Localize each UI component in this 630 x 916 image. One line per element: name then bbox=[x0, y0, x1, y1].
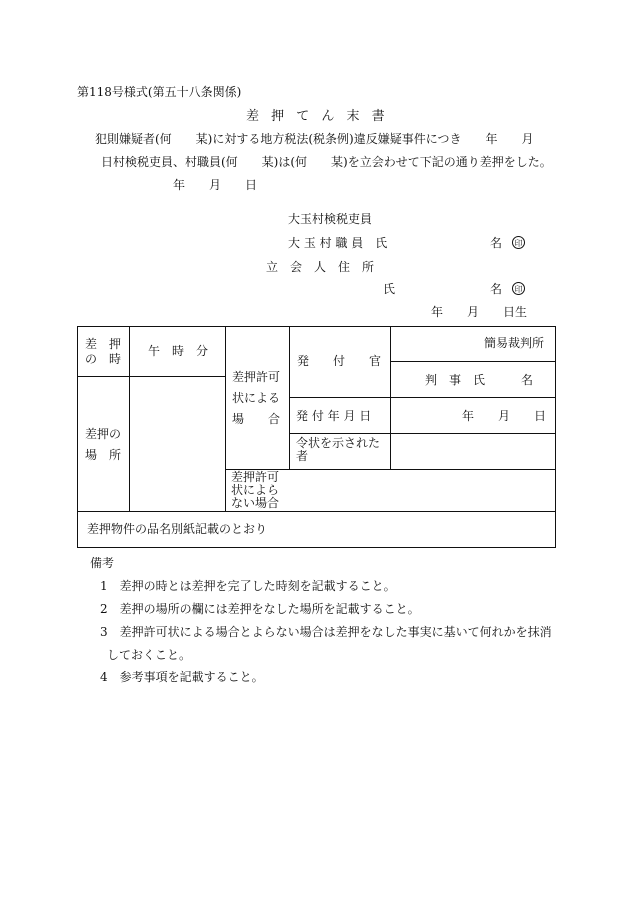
official-title: 大玉村検税吏員 bbox=[288, 212, 373, 226]
witness-address-label: 立 会 人 住 所 bbox=[266, 260, 375, 274]
note-item-3: 3 差押許可状による場合とよらない場合は差押をなした事実に基いて何れかを抹消 bbox=[100, 625, 552, 639]
seizure-place-label: 差押の 場 所 bbox=[85, 427, 122, 462]
judge-label: 判 事 氏 名 bbox=[425, 373, 534, 387]
seizure-time-label: 差 押 の 時 bbox=[85, 337, 122, 366]
body-line-2: 日村検税吏員、村職員(何 某)は(何 某)を立会わせて下記の通り差押をした。 bbox=[101, 155, 552, 169]
note-item-4: 4 参考事項を記載すること。 bbox=[100, 670, 264, 684]
seizure-time-value: 午 時 分 bbox=[148, 344, 209, 358]
court-label: 簡易裁判所 bbox=[484, 336, 545, 350]
notes-heading: 備考 bbox=[90, 556, 115, 570]
issue-date-value: 年 月 日 bbox=[462, 409, 547, 423]
witness-name-suffix: 名 bbox=[490, 282, 503, 296]
witness-seal-icon: 印 bbox=[512, 282, 525, 295]
note-item-1: 1 差押の時とは差押を完了した時刻を記載すること。 bbox=[100, 579, 396, 593]
staff-label: 大 玉 村 職 員 氏 bbox=[288, 236, 388, 250]
body-line-1: 犯則嫌疑者(何 某)に対する地方税法(税条例)違反嫌疑事件につき 年 月 bbox=[95, 132, 534, 146]
date-line: 年 月 日 bbox=[173, 178, 258, 192]
issuer-label: 発 付 官 bbox=[297, 354, 382, 368]
staff-name-label: 名 bbox=[490, 236, 503, 250]
birth-date-label: 年 月 日生 bbox=[431, 305, 528, 319]
with-warrant-label: 差押許可 状による 場 合 bbox=[232, 370, 281, 426]
form-title: 差 押 て ん 末 書 bbox=[246, 109, 389, 124]
note-item-3-cont: しておくこと。 bbox=[107, 648, 192, 662]
seized-items-text: 差押物件の品名別紙記載のとおり bbox=[87, 522, 268, 536]
witness-name-label: 氏 bbox=[383, 282, 396, 296]
staff-seal-icon: 印 bbox=[512, 236, 525, 249]
without-warrant-label: 差押許可状によらない場合 bbox=[231, 470, 280, 510]
issue-date-label: 発 付 年 月 日 bbox=[296, 409, 372, 423]
form-number: 第118号様式(第五十八条関係) bbox=[77, 85, 242, 99]
note-item-2: 2 差押の場所の欄には差押をなした場所を記載すること。 bbox=[100, 602, 420, 616]
shown-to-label: 令状を示された者 bbox=[296, 436, 381, 463]
